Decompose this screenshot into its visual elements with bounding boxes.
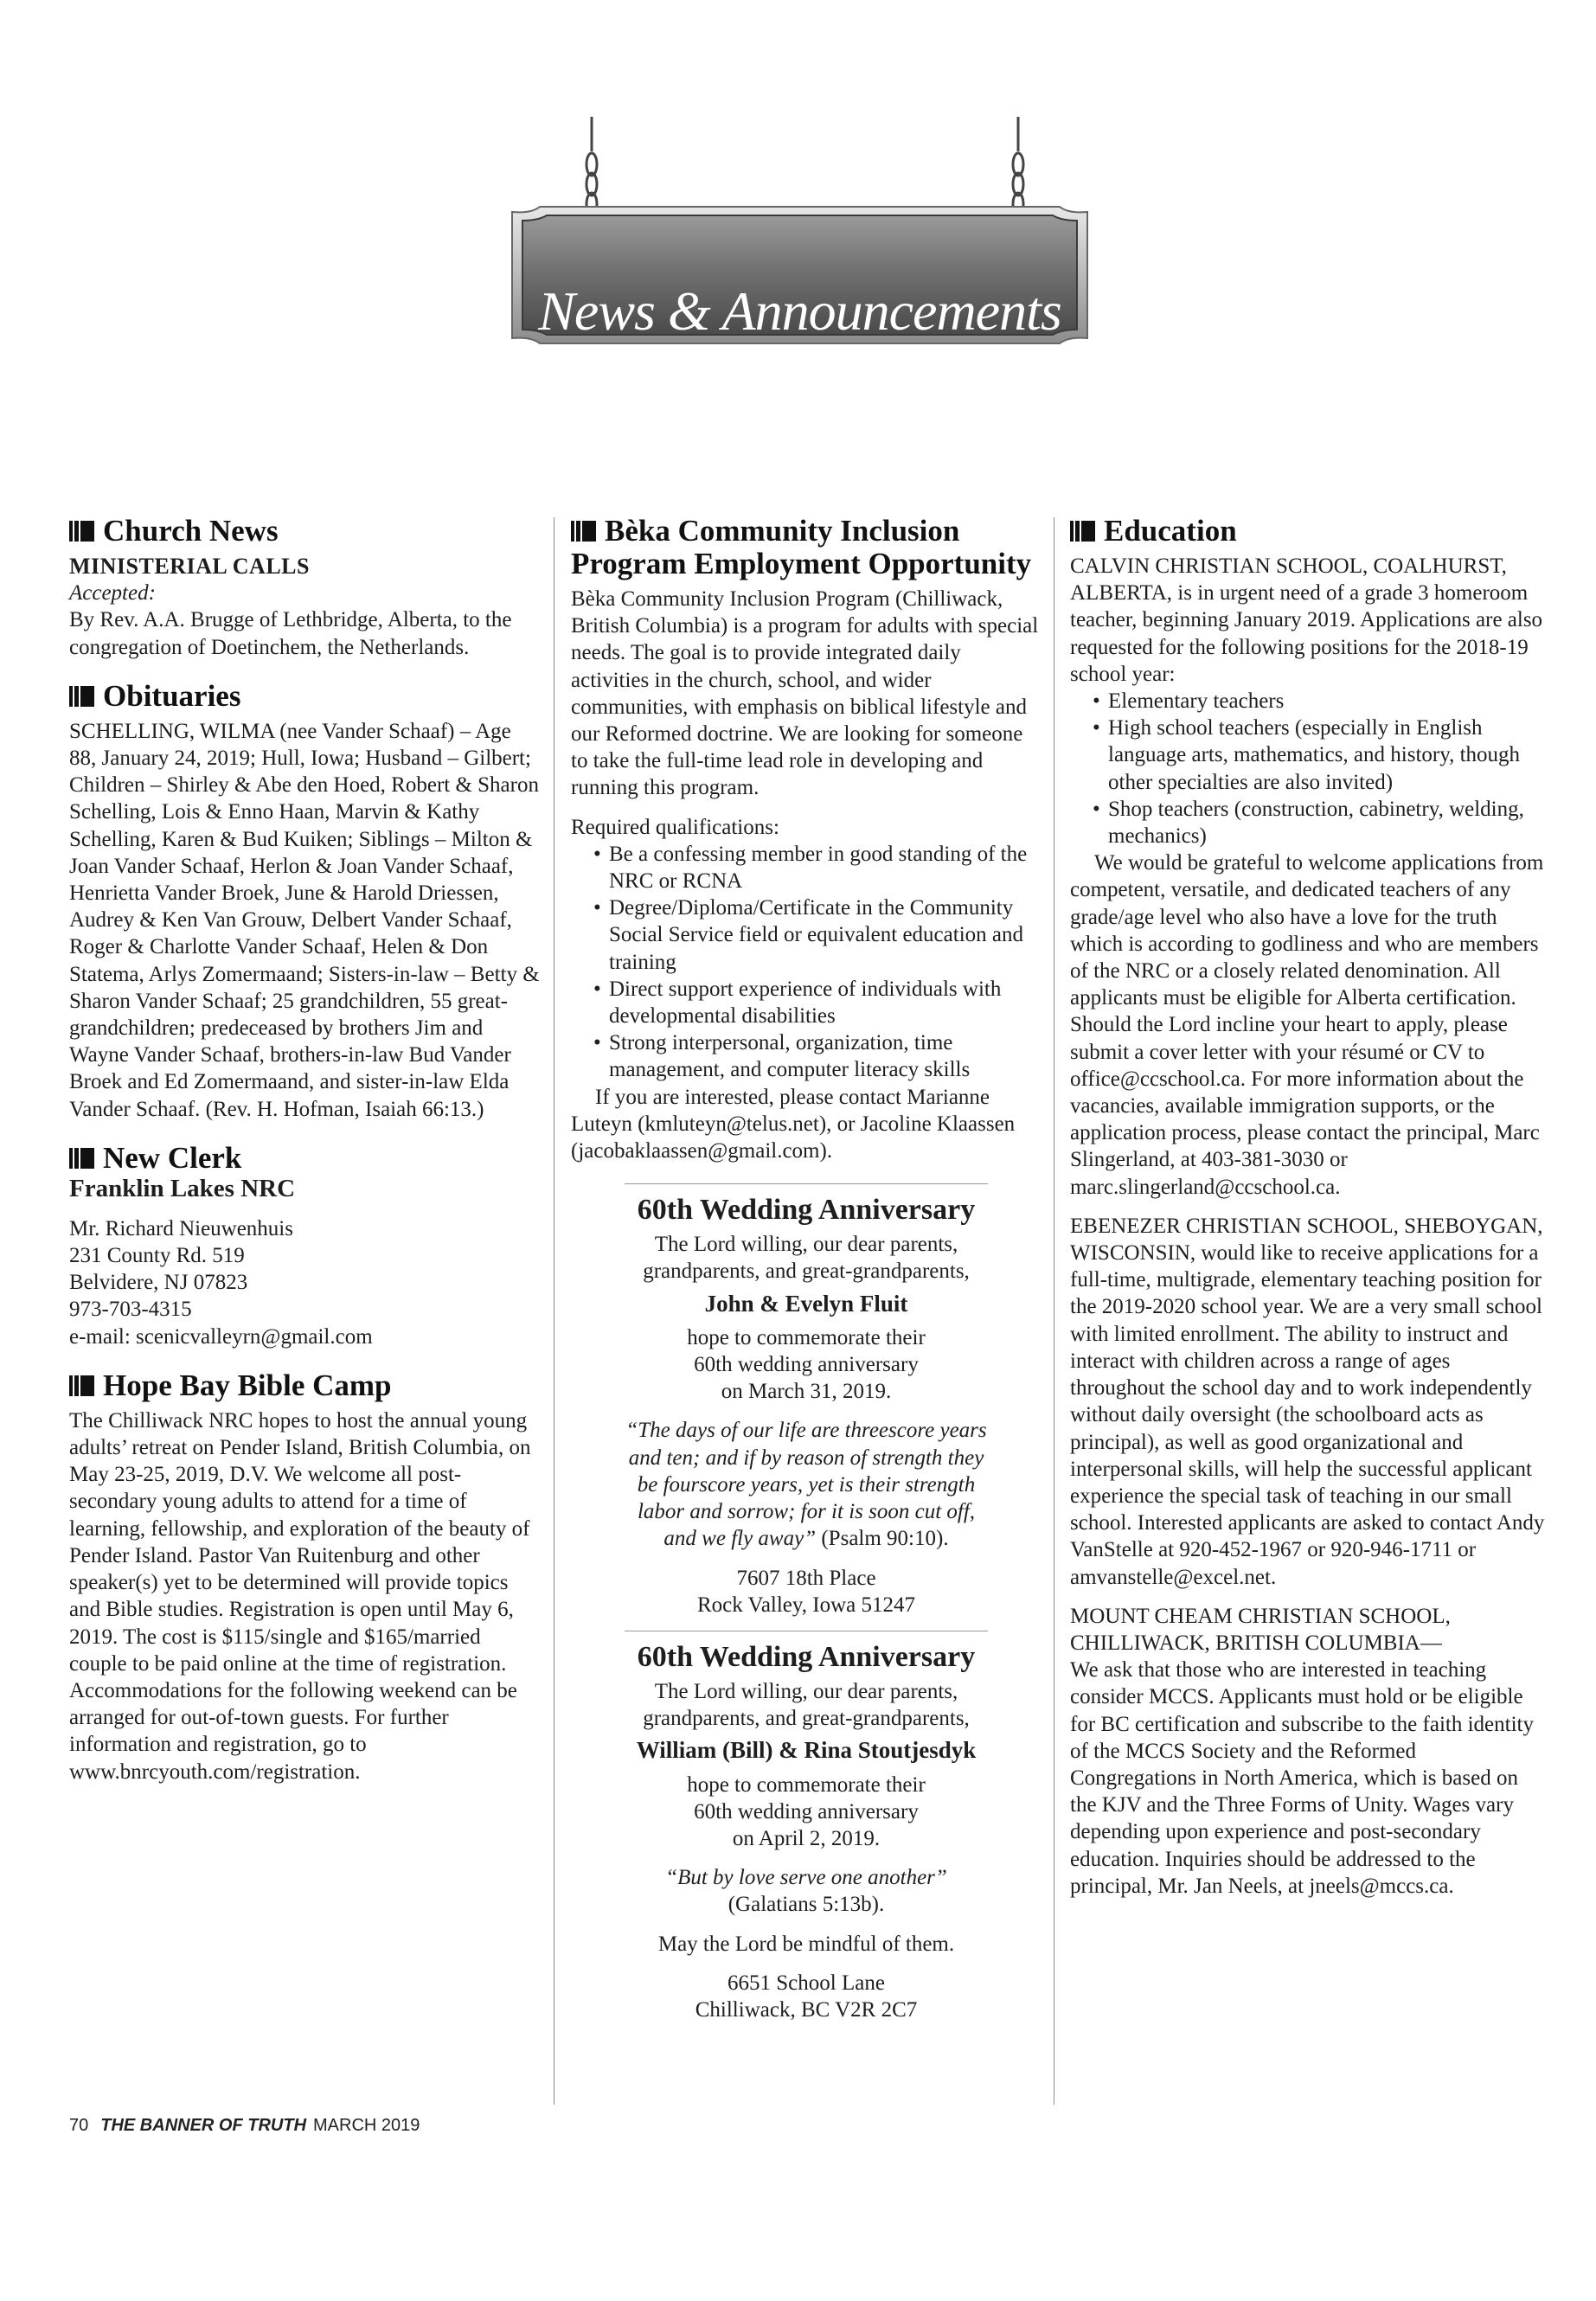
- anniversary-heading: 60th Wedding Anniversary: [637, 1640, 976, 1673]
- couple-names: William (Bill) & Rina Stoutjesdyk: [636, 1737, 977, 1764]
- publication-name: THE BANNER OF TRUTH: [100, 2116, 307, 2135]
- requirements-label: Required qualifications:: [571, 815, 779, 839]
- anniversary-address: 7607 18th Place: [736, 1566, 876, 1590]
- section-bars-icon: [1070, 515, 1097, 548]
- list-item: • Elementary teachers: [1093, 688, 1546, 715]
- bible-camp-heading: Hope Bay Bible Camp: [69, 1369, 541, 1402]
- calvin-school-text: We would be grateful to welcome applications from competent, versatile, and dedicated teachers of any grade/age level who also have a love for the truth which is according to godliness and who are members of the NRC or a closely related denomination. All applicants must be eligible for Alberta certification. Should the Lord incline your heart to apply, please submit a cover letter with your résumé or CV to office@ccschool.ca. For more information about the vacancies, available immigration supports, or the application process, please contact the principal, Marc Slingerland, at 403-381-3030 or marc.slingerland@ccschool.ca.: [1070, 851, 1544, 1199]
- beka-heading: Bèka Community Inclusion Program Employment Opportunity: [571, 514, 1032, 580]
- list-item: • Strong interpersonal, organization, time management, and computer literacy skills: [593, 1029, 1042, 1083]
- education-heading: Education: [1070, 515, 1546, 548]
- new-clerk-heading: New Clerk: [69, 1142, 541, 1175]
- ministerial-call-text: By Rev. A.A. Brugge of Lethbridge, Alberta, to the congregation of Doetinchem, the Netherlands.: [69, 608, 512, 659]
- list-item: • Shop teachers (construction, cabinetry, welding, mechanics): [1093, 796, 1546, 849]
- mount-cheam-text: We ask that those who are interested in teaching consider MCCS. Applicants must hold or be eligible for BC certification and subscribe to the faith identity of the MCCS Society and the Reformed Congregations in North America, which is based on the KJV and the Three Forms of Unity. Wages vary depending upon experience and post-secondary education. Inquiries should be addressed to the principal, Mr. Jan Neels, at jneels@mccs.ca.: [1070, 1658, 1534, 1898]
- church-news-heading: Church News: [69, 515, 541, 548]
- couple-names: John & Evelyn Fluit: [704, 1290, 908, 1317]
- list-item: • High school teachers (especially in English language arts, mathematics, and history, though other specialties are also invited): [1093, 715, 1546, 796]
- anniversary-line: grandparents, and great-grandparents,: [643, 1259, 970, 1284]
- calvin-school-intro: CALVIN CHRISTIAN SCHOOL, COALHURST, ALBERTA, is in urgent need of a grade 3 homeroom teacher, beginning January 2019. Applications are also requested for the following positions for the 2018-19 school year:: [1070, 554, 1543, 686]
- ebenezer-school-text: EBENEZER CHRISTIAN SCHOOL, SHEBOYGAN, WISCONSIN, would like to receive applications for a full-time, multigrade, elementary teaching position for the 2019-2020 school year. We are a very small school with limited enrollment. The ability to instruct and interact with children across a range of ages throughout the school day and to work independently without daily oversight (the schoolboard acts as principal), as well as good organizational and interpersonal skills, will help the successful applicant experience the special task of teaching in our small school. Interested applicants are asked to contact Andy VanStelle at 920-452-1967 or 920-946-1711 or amvanstelle@excel.net.: [1070, 1214, 1545, 1589]
- page-number: 70: [69, 2116, 89, 2135]
- page-footer: [69, 2116, 420, 2136]
- scripture-quote: “The days of our life are threescore years and ten; and if by reason of strength they be fourscore years, yet is their strength labor and sorrow; for it is soon cut off, and we fly away” (Psalm 90:10).: [625, 1419, 987, 1551]
- anniversary-line: 60th wedding anniversary: [694, 1799, 919, 1823]
- divider: [625, 1183, 988, 1184]
- anniversary-line: 60th wedding anniversary: [694, 1353, 919, 1377]
- anniversary-line: The Lord willing, our dear parents,: [654, 1679, 958, 1703]
- section-bars-icon: [69, 515, 96, 548]
- scripture-quote: “But by love serve one another”: [665, 1866, 947, 1890]
- anniversary-date: on March 31, 2019.: [721, 1380, 892, 1404]
- column-middle: [571, 515, 1042, 2023]
- blessing-line: May the Lord be mindful of them.: [657, 1932, 955, 1956]
- clerk-phone: 973-703-4315: [69, 1298, 192, 1322]
- obituary-text: SCHELLING, WILMA (nee Vander Schaaf) – Age 88, January 24, 2019; Hull, Iowa; Husband – Gilbert; Children – Shirley & Abe den Hoed, Robert & Sharon Schelling, Lois & Enno Haan, Marvin & Kathy Schelling, Karen & Bud Kuiken; Siblings – Milton & Joan Vander Schaaf, Herlon & Joan Vander Schaaf, Henrietta Vander Broek, June & Harold Driessen, Audrey & Ken Van Grouw, Delbert Vander Schaaf, Roger & Charlotte Vander Schaaf, Helen & Don Statema, Arlys Zomermaand; Sisters-in-law – Betty & Sharon Vander Schaaf; 25 grandchildren, 55 great-grandchildren; predeceased by brothers Jim and Wayne Vander Schaaf, brothers-in-law Bud Vander Broek and Ed Zomermaand, and sister-in-law Elda Vander Schaaf. (Rev. H. Hofman, Isaiah 66:13.): [69, 719, 540, 1121]
- mount-cheam-title: MOUNT CHEAM CHRISTIAN SCHOOL, CHILLIWACK, BRITISH COLUMBIA—: [1070, 1604, 1451, 1655]
- page-title: News & Announcements: [538, 280, 1061, 342]
- section-bars-icon: [69, 1142, 96, 1175]
- column-right: [1070, 515, 1546, 1900]
- clerk-address-line2: Belvidere, NJ 07823: [69, 1271, 248, 1295]
- obituaries-heading: Obituaries: [69, 680, 541, 713]
- clerk-church: Franklin Lakes NRC: [69, 1174, 296, 1202]
- anniversary-line: hope to commemorate their: [687, 1325, 926, 1349]
- list-item: • Degree/Diploma/Certificate in the Community Social Service field or equivalent education and training: [593, 894, 1042, 976]
- anniversary-date: on April 2, 2019.: [732, 1826, 881, 1850]
- anniversary-line: The Lord willing, our dear parents,: [654, 1233, 958, 1257]
- clerk-name: Mr. Richard Nieuwenhuis: [69, 1216, 293, 1240]
- anniversary-address: Rock Valley, Iowa 51247: [696, 1593, 916, 1617]
- clerk-email: e-mail: scenicvalleyrn@gmail.com: [69, 1324, 373, 1349]
- section-bars-icon: [69, 680, 96, 713]
- bible-camp-text: The Chilliwack NRC hopes to host the annual young adults’ retreat on Pender Island, British Columbia, on May 23-25, 2019, D.V. We welcome all post-secondary young adults to attend for a time of learning, fellowship, and exploration of the beauty of Pender Island. Pastor Van Ruitenburg and other speaker(s) yet to be determined will provide topics and Bible studies. Registration is open until May 6, 2019. The cost is $115/single and $165/married couple to be paid online at the time of registration. Accommodations for the following weekend can be arranged for out-of-town guests. For further information and registration, go to www.bnrcyouth.com/registration.: [69, 1408, 531, 1784]
- list-item: • Direct support experience of individuals with developmental disabilities: [593, 976, 1042, 1029]
- header-sign: [478, 117, 1122, 407]
- column-left: [69, 515, 541, 1785]
- scripture-reference: (Galatians 5:13b).: [727, 1893, 885, 1917]
- beka-intro: Bèka Community Inclusion Program (Chilliwack, British Columbia) is a program for adults with special needs. The goal is to provide integrated daily activities in the church, school, and wider communities, with emphasis on biblical lifestyle and our Reformed doctrine. We are looking for someone to take the full-time lead role in developing and running this program.: [571, 587, 1039, 800]
- anniversary-address: Chilliwack, BC V2R 2C7: [695, 1997, 918, 2022]
- anniversary-address: 6651 School Lane: [727, 1971, 885, 1995]
- issue-date: MARCH 2019: [313, 2116, 420, 2135]
- list-item: • Be a confessing member in good standing of the NRC or RCNA: [593, 841, 1042, 894]
- anniversary-line: hope to commemorate their: [687, 1772, 926, 1797]
- section-bars-icon: [69, 1369, 96, 1402]
- hanging-sign-graphic: [478, 117, 1122, 407]
- anniversary-fluit: [625, 1183, 988, 2023]
- clerk-address-line1: 231 County Rd. 519: [69, 1244, 245, 1268]
- beka-contact: If you are interested, please contact Marianne Luteyn (kmluteyn@telus.net), or Jacoline Klaassen (jacobaklaassen@gmail.com).: [571, 1085, 1016, 1163]
- ministerial-calls-subheading: MINISTERIAL CALLS: [69, 554, 310, 579]
- accepted-label: Accepted:: [69, 581, 156, 606]
- requirements-list: [571, 841, 1042, 1084]
- anniversary-heading: 60th Wedding Anniversary: [637, 1194, 976, 1227]
- section-bars-icon: [571, 515, 598, 548]
- positions-list: [1070, 688, 1546, 849]
- anniversary-line: grandparents, and great-grandparents,: [643, 1707, 970, 1731]
